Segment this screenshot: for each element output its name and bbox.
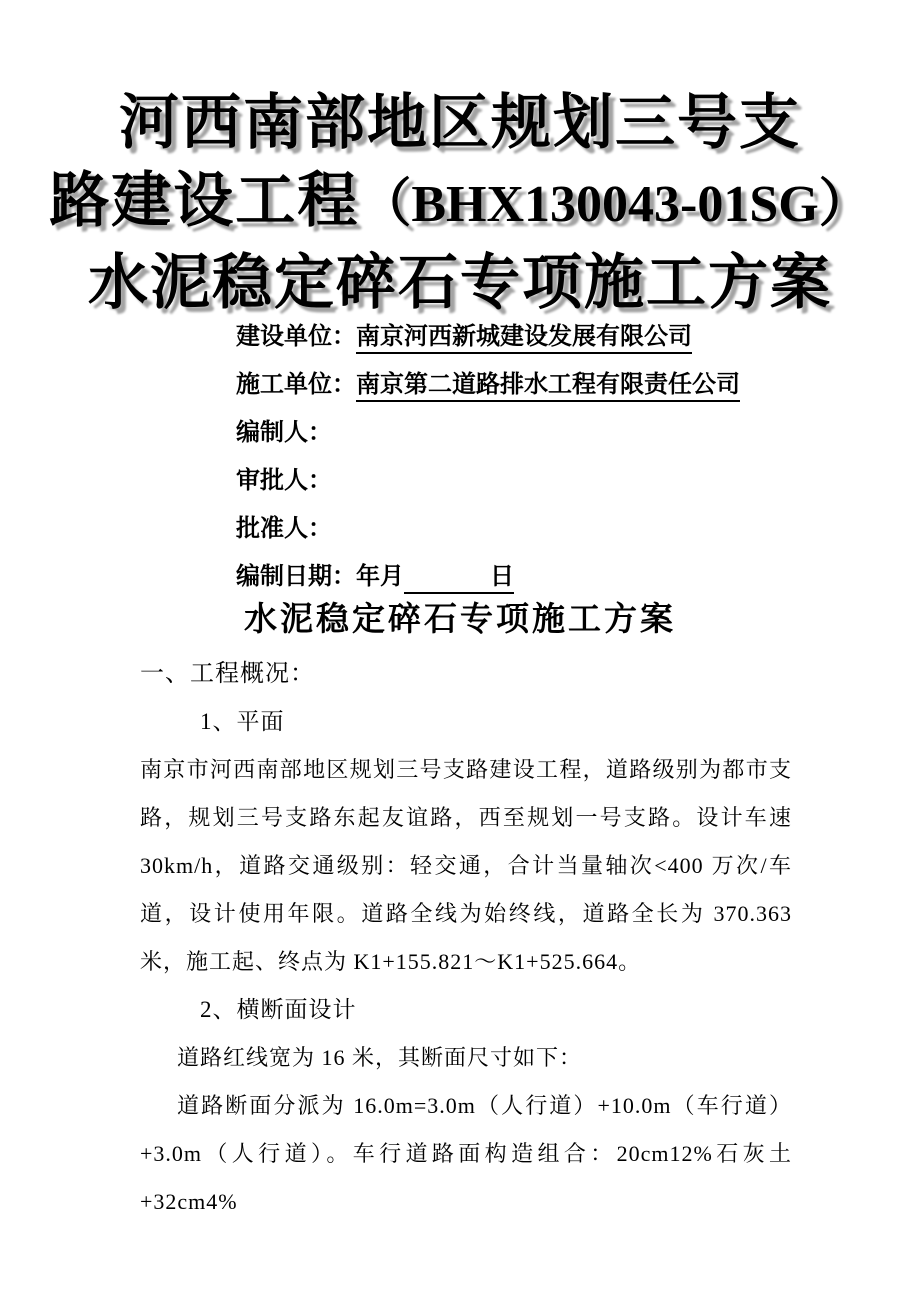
cover-title [0, 84, 920, 322]
cover-title-line-3: 水泥稳定碎石专项施工方案 [88, 250, 832, 316]
paragraph-cross-section: 道路断面分派为 16.0m=3.0m（人行道）+10.0m（车行道）+3.0m（人行道）。车行道路面构造组合：20cm12%石灰土+32cm4% [140, 1093, 792, 1214]
info-row-approver [236, 513, 740, 561]
paragraph-plan-overview: 南京市河西南部地区规划三号支路建设工程，道路级别为都市支路，规划三号支路东起友谊路，西至规划一号支路。设计车速 30km/h，道路交通级别：轻交通，合计当量轴次<400 万次/车道，设计使用年限。道路全线为始终线，道路全长为 370.363 米，施工起、终点为 K1+155.821～K1+525.664。 [140, 757, 792, 974]
cover-info-block [236, 321, 740, 609]
cover-title-line-2 [0, 162, 920, 244]
info-row-contractor-unit [236, 369, 740, 417]
document-body [140, 650, 792, 1226]
date-prefix: 年月 [356, 563, 404, 590]
reviewer-label: 审批人： [236, 467, 332, 494]
document-heading: 水泥稳定碎石专项施工方案 [244, 602, 676, 638]
cover-title-project-code: （BHX130043-01SG） [359, 176, 871, 233]
info-row-reviewer [236, 465, 740, 513]
preparer-label: 编制人： [236, 419, 332, 446]
subsection-2-heading: 2、横断面设计 [200, 997, 357, 1022]
info-row-construction-unit [236, 321, 740, 369]
contractor-unit-label: 施工单位： [236, 371, 356, 398]
contractor-unit-value: 南京第二道路排水工程有限责任公司 [356, 371, 740, 402]
info-row-preparer [236, 417, 740, 465]
cover-title-line-1: 河西南部地区规划三号支 [119, 90, 801, 156]
approver-label: 批准人： [236, 515, 332, 542]
date-blank-and-suffix [404, 563, 514, 594]
subsection-1-heading: 1、平面 [200, 709, 285, 734]
construction-unit-label: 建设单位： [236, 323, 356, 350]
paragraph-redline-width: 道路红线宽为 16 米，其断面尺寸如下： [177, 1045, 583, 1070]
construction-unit-value: 南京河西新城建设发展有限公司 [356, 323, 692, 354]
cover-title-line-2-text: 路建设工程 [49, 168, 360, 234]
date-label: 编制日期： [236, 563, 356, 590]
date-suffix: 日 [490, 563, 514, 590]
section-1-heading: 一、工程概况： [140, 661, 315, 687]
